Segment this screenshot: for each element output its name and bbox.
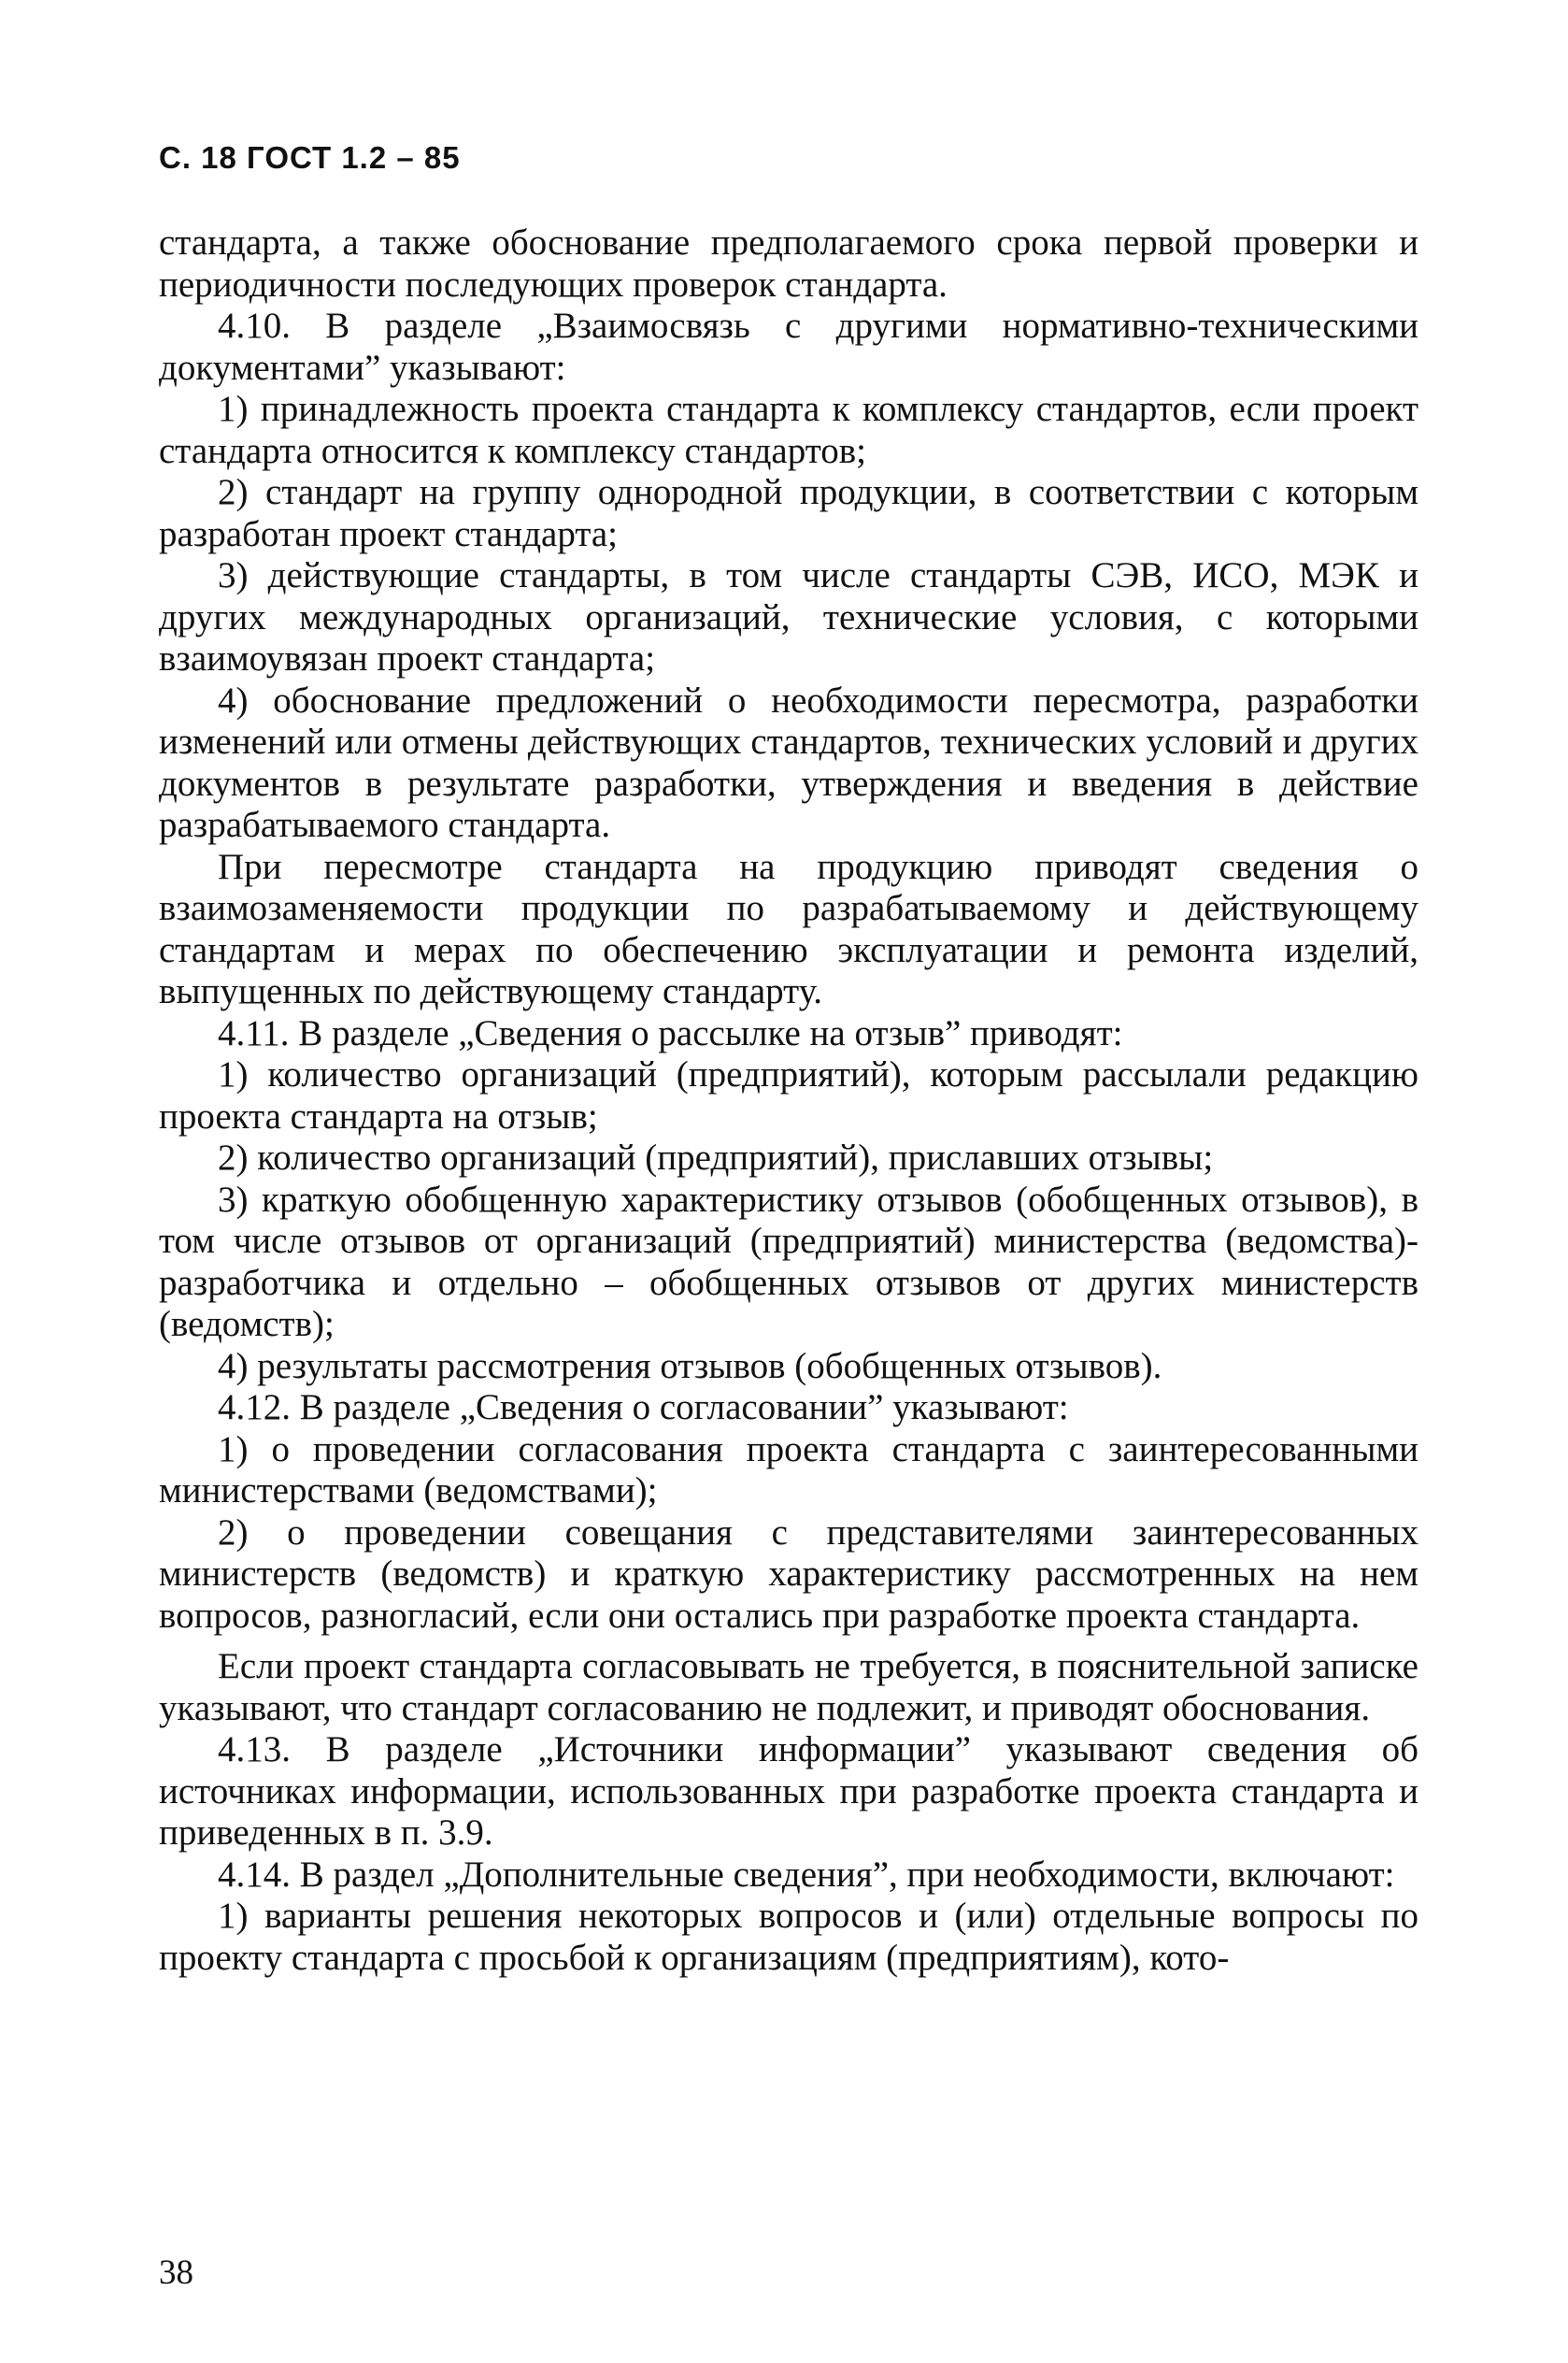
page-header: С. 18 ГОСТ 1.2 – 85	[159, 140, 461, 175]
body-text	[159, 222, 1418, 1979]
paragraph-4-13: 4.13. В разделе „Источники информации” указывают сведения об источниках информации, использованных при разработке проекта стандарта и приведенных в п. 3.9.	[159, 1729, 1418, 1853]
paragraph-4-10: 4.10. В разделе „Взаимосвязь с другими нормативно-техническими документами” указывают:	[159, 306, 1418, 388]
list-item-4-14-1: 1) варианты решения некоторых вопросов и (или) отдельные вопросы по проекту стандарта с просьбой к организациям (предприятиям), кото-	[159, 1896, 1418, 1978]
paragraph-4-14: 4.14. В раздел „Дополнительные сведения”, при необходимости, включают:	[218, 1854, 1395, 1895]
paragraph-revision-note: При пересмотре стандарта на продукцию приводят сведения о взаимозаменяемости продукции по разрабатываемому и действующему стандартам и мерах по обеспечению эксплуатации и ремонта изделий, выпущенных по действующему стандарту.	[159, 846, 1418, 1011]
list-item-4-11-4: 4) результаты рассмотрения отзывов (обобщенных отзывов).	[218, 1345, 1162, 1386]
list-item-4-10-1: 1) принадлежность проекта стандарта к комплексу стандартов, если проект стандарта относится к комплексу стандартов;	[159, 389, 1418, 471]
list-item-4-12-2: 2) о проведении совещания с представителями заинтересованных министерств (ведомств) и краткую характеристику рассмотренных на нем вопросов, разногласий, если они остались при разработке проекта стандарта.	[159, 1511, 1418, 1636]
list-item-4-11-1: 1) количество организаций (предприятий), которым рассылали редакцию проекта стандарта на отзыв;	[159, 1054, 1418, 1137]
list-item-4-10-4: 4) обоснование предложений о необходимости пересмотра, разработки изменений или отмены действующих стандартов, технических условий и других документов в результате разработки, утверждения и введения в действие разрабатываемого стандарта.	[159, 680, 1418, 845]
list-item-4-10-2: 2) стандарт на группу однородной продукции, в соответствии с которым разработан проект стандарта;	[159, 472, 1418, 554]
list-item-4-10-3: 3) действующие стандарты, в том числе стандарты СЭВ, ИСО, МЭК и других международных организаций, технические условия, с которыми взаимоувязан проект стандарта;	[159, 555, 1418, 679]
paragraph-continuation: стандарта, а также обоснование предполагаемого срока первой проверки и периодичности последующих проверок стандарта.	[159, 222, 1418, 305]
list-item-4-11-2: 2) количество организаций (предприятий), приславших отзывы;	[218, 1138, 1214, 1178]
list-item-4-12-1: 1) о проведении согласования проекта стандарта с заинтересованными министерствами (ведомствами);	[159, 1428, 1418, 1511]
page-number: 38	[159, 2254, 193, 2292]
paragraph-4-12: 4.12. В разделе „Сведения о согласовании” указывают:	[218, 1387, 1069, 1427]
paragraph-4-11: 4.11. В разделе „Сведения о рассылке на отзыв” приводят:	[218, 1012, 1123, 1053]
paragraph-no-agreement-note: Если проект стандарта согласовывать не требуется, в пояснительной записке указывают, что стандарт согласованию не подлежит, и приводят обоснования.	[159, 1646, 1418, 1728]
list-item-4-11-3: 3) краткую обобщенную характеристику отзывов (обобщенных отзывов), в том числе отзывов от организаций (предприятий) министерства (ведомства)-разработчика и отдельно – обобщенных отзывов от других министерств (ведомств);	[159, 1179, 1418, 1344]
